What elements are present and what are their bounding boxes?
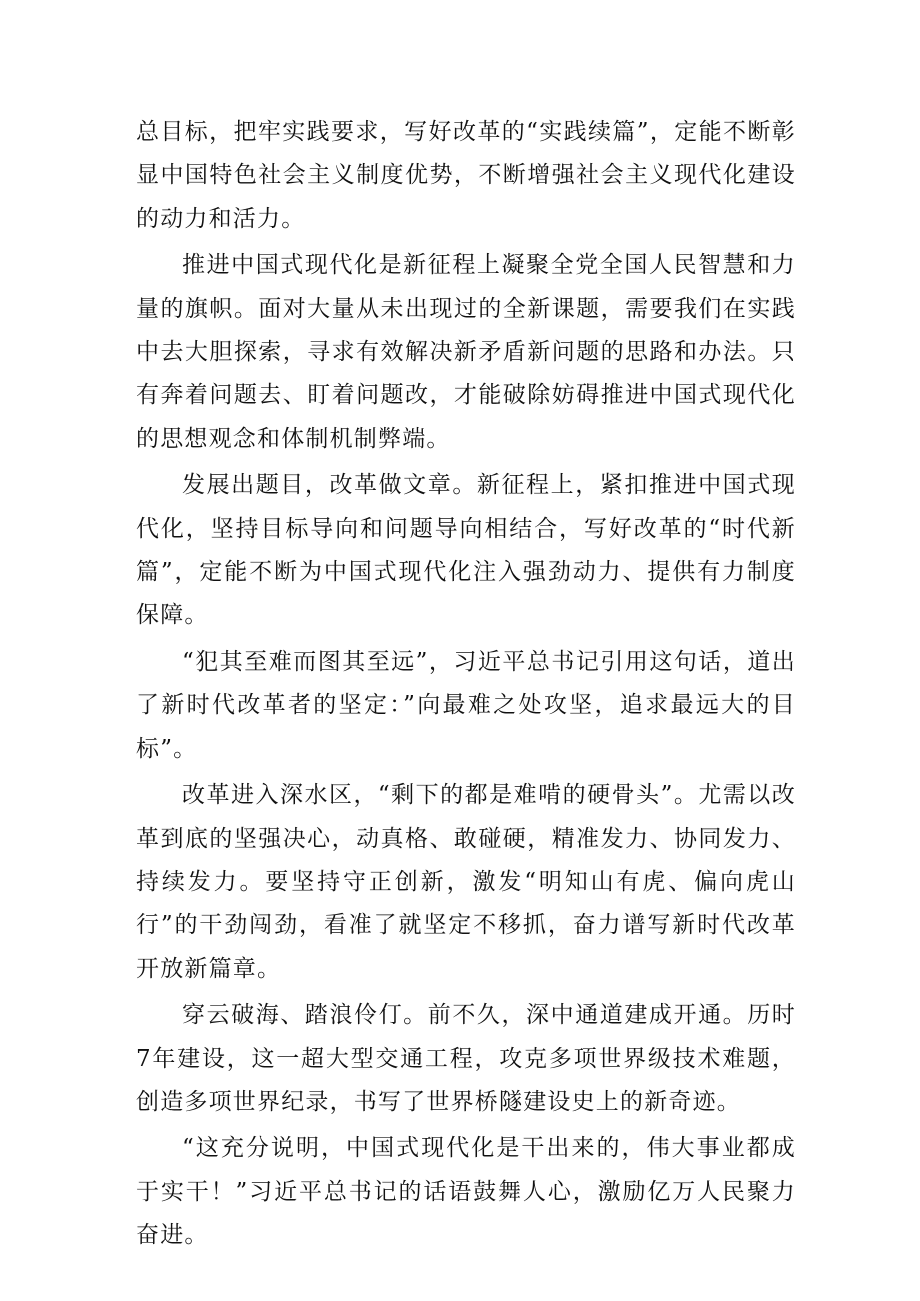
- paragraph-1: 总目标，把牢实践要求，写好改革的“实践续篇”，定能不断彰显中国特色社会主义制度优势，不断增强社会主义现代化建设的动力和活力。: [136, 119, 796, 232]
- paragraph-2: 推进中国式现代化是新征程上凝聚全党全国人民智慧和力量的旗帜。面对大量从未出现过的全新课题，需要我们在实践中去大胆探索，寻求有效解决新矛盾新问题的思路和办法。只有奔着问题去、盯着问题改，才能破除妨碍推进中国式现代化的思想观念和体制机制弊端。: [136, 252, 796, 452]
- paragraph-6: 穿云破海、踏浪伶仃。前不久，深中通道建成开通。历时7年建设，这一超大型交通工程，攻克多项世界级技术难题，创造多项世界纪录，书写了世界桥隧建设史上的新奇迹。: [136, 1002, 796, 1115]
- paragraph-3: 发展出题目，改革做文章。新征程上，紧扣推进中国式现代化，坚持目标导向和问题导向相结合，写好改革的“时代新篇”，定能不断为中国式现代化注入强劲动力、提供有力制度保障。: [136, 472, 796, 629]
- paragraph-5: 改革进入深水区，“剩下的都是难啃的硬骨头”。尤需以改革到底的坚强决心，动真格、敢碰硬，精准发力、协同发力、持续发力。要坚持守正创新，激发“明知山有虎、偏向虎山行”的干劲闯劲，看准了就坚定不移抓，奋力谱写新时代改革开放新篇章。: [136, 782, 796, 982]
- document-body: [136, 111, 796, 1261]
- paragraph-7: “这充分说明，中国式现代化是干出来的，伟大事业都成于实干！”习近平总书记的话语鼓舞人心，激励亿万人民聚力奋进。: [136, 1135, 796, 1249]
- paragraph-4: “犯其至难而图其至远”，习近平总书记引用这句话，道出了新时代改革者的坚定：”向最难之处攻坚，追求最远大的目标”。: [136, 648, 796, 762]
